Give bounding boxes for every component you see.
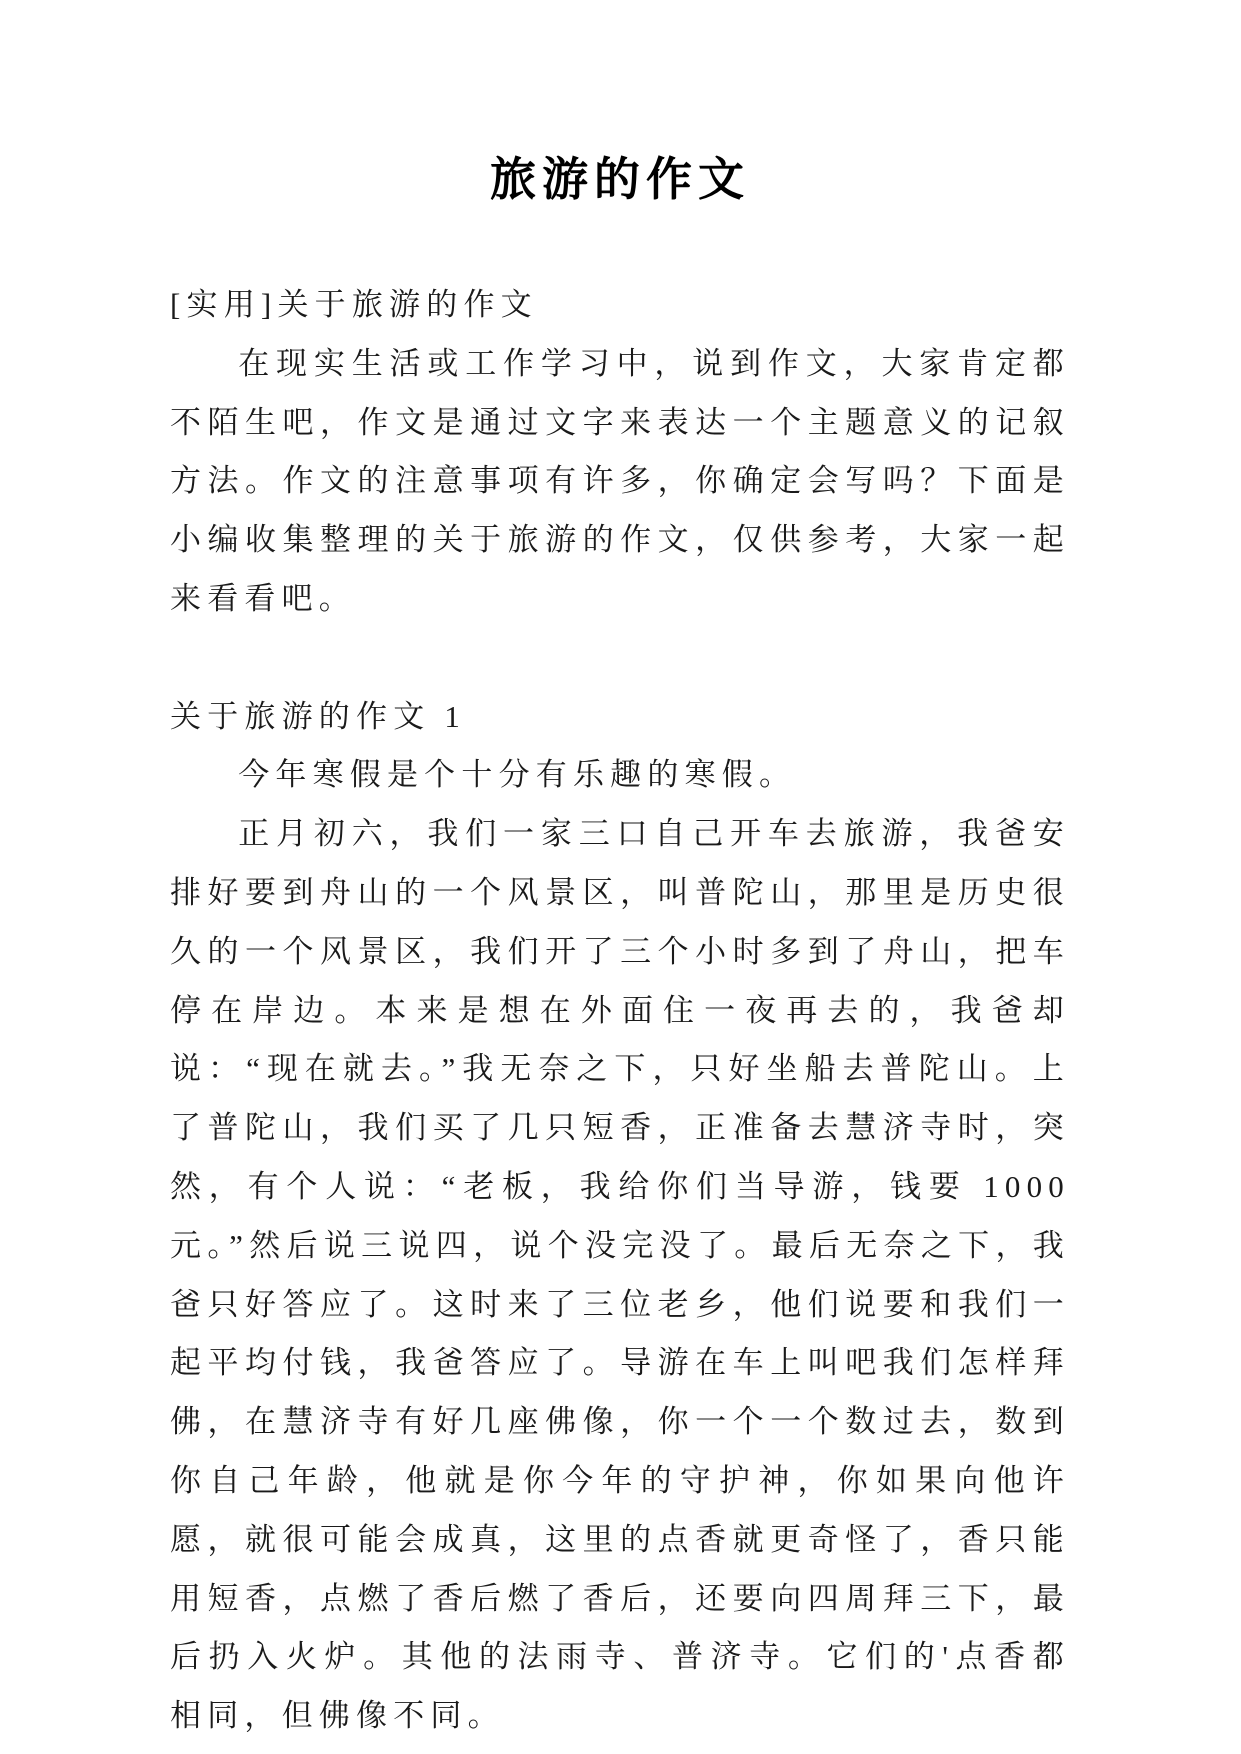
section-heading: 关于旅游的作文 1 — [170, 698, 467, 734]
intro-label: [实用]关于旅游的作文 — [170, 287, 538, 322]
document-title: 旅游的作文 — [490, 154, 750, 205]
intro-paragraph: 在现实生活或工作学习中，说到作文，大家肯定都不陌生吧，作文是通过文字来表达一个主题意义的记叙方法。作文的注意事项有许多，你确定会写吗？下面是小编收集整理的关于旅游的作文，仅供参考，大家一起来看看吧。 — [170, 345, 1070, 616]
section-paragraph: 今年寒假是个十分有乐趣的寒假。 — [238, 757, 797, 793]
section-paragraph: 正月初六，我们一家三口自己开车去旅游，我爸安排好要到舟山的一个风景区，叫普陀山，那里是历史很久的一个风景区，我们开了三个小时多到了舟山，把车停在岸边。本来是想在外面住一夜再去的，我爸却说：“现在就去。”我无奈之下，只好坐船去普陀山。上了普陀山，我们买了几只短香，正准备去慧济寺时，突然，有个人说：“老板，我给你们当导游，钱要 1000 元。”然后说三说四，说个没完没了。最后无奈之下，我爸只好答应了。这时来了三位老乡，他们说要和我们一起平均付钱，我爸答应了。导游在车上叫吧我们怎样拜佛，在慧济寺有好几座佛像，你一个一个数过去，数到你自己年龄，他就是你今年的守护神，你如果向他许愿，就很可能会成真，这里的点香就更奇怪了，香只能用短香，点燃了香后燃了香后，还要向四周拜三下，最后扔入火炉。其他的法雨寺、普济寺。它们的'点香都相同，但佛像不同。 — [170, 816, 1070, 1734]
blank-line — [170, 629, 1070, 688]
document-body — [170, 276, 1070, 1746]
